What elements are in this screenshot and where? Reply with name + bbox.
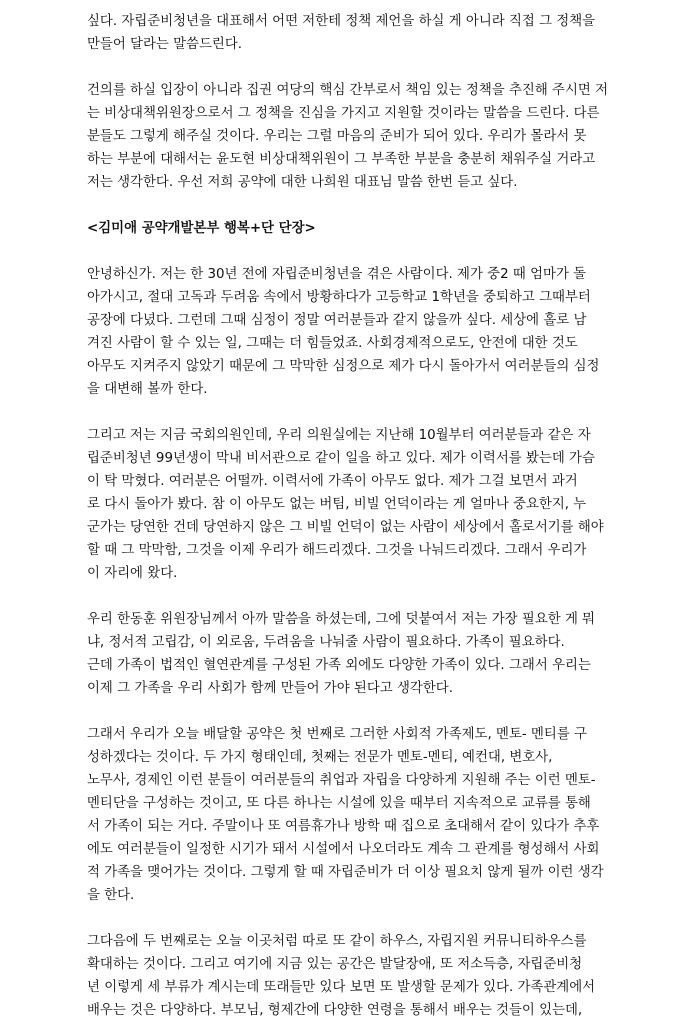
text-line: 군가는 당연한 건데 당연하지 않은 그 비빌 언덕이 없는 사람이 세상에서 홀로서기를 해야: [87, 520, 604, 535]
text-line: 년 이렇게 세 부류가 계시는데 또래들만 있다 보면 또 발생할 문제가 있다. 가족관계에서: [87, 980, 596, 995]
document-page: [87, 0, 607, 1022]
text-line: 할 때 그 막막함, 그것을 이제 우리가 해드리겠다. 그것을 나눠드리겠다. 그래서 우리가: [87, 543, 587, 558]
text-line: 이 탁 막혔다. 여러분은 어떨까. 이력서에 가족이 아무도 없다. 제가 그걸 보면서 과거: [87, 474, 578, 489]
text-line: 아무도 지켜주지 않았기 때문에 그 막막한 심정으로 제가 다시 돌아가서 여러분들의 심정: [87, 359, 600, 374]
body-paragraph-5: [87, 930, 607, 1022]
text-line: 저는 생각한다. 우선 저희 공약에 대한 나희원 대표님 말씀 한번 듣고 싶다.: [87, 175, 518, 190]
text-line: 그다음에 두 번째로는 오늘 이곳처럼 따로 또 같이 하우스, 자립지원 커뮤니티하우스를: [87, 934, 587, 949]
text-line: 을 한다.: [87, 888, 135, 903]
text-line: 에도 여러분들이 일정한 시기가 돼서 시설에서 나오더라도 계속 그 관계를 형성해서 사회: [87, 842, 600, 857]
text-line: 성하겠다는 것이다. 두 가지 형태인데, 첫째는 전문가 멘토-멘티, 예컨대, 변호사,: [87, 750, 553, 765]
text-line: 하는 부분에 대해서는 윤도현 비상대책위원이 그 부족한 부분을 충분히 채워주실 거라고: [87, 152, 596, 167]
body-paragraph-3: [87, 608, 607, 700]
text-line: 로 다시 돌아가 봤다. 참 이 아무도 없는 버팀, 비빌 언덕이라는 게 얼마나 중요한지, 누: [87, 497, 587, 512]
text-line: 근데 가족이 법적인 혈연관계를 구성된 가족 외에도 다양한 가족이 있다. 그래서 우리는: [87, 658, 591, 673]
text-line: 안녕하신가. 저는 한 30년 전에 자립준비청년을 겪은 사람이다. 제가 중2 때 엄마가 돌: [87, 267, 587, 282]
text-line: 확대하는 것이다. 그리고 여기에 지금 있는 공간은 발달장애, 또 저소득층, 자립준비청: [87, 957, 583, 972]
text-line: 아가시고, 절대 고독과 두려움 속에서 방황하다가 고등학교 1학년을 중퇴하고 그때부터: [87, 290, 591, 305]
text-line: 싶다. 자립준비청년을 대표해서 어떤 저한테 정책 제언을 하실 게 아니라 직접 그 정책을: [87, 14, 596, 29]
text-line: 이제 그 가족을 우리 사회가 함께 만들어 가야 된다고 생각한다.: [87, 681, 453, 696]
text-line: 만들어 달라는 말씀드린다.: [87, 37, 243, 52]
section-heading: [87, 217, 607, 240]
body-paragraph-2: [87, 424, 607, 585]
heading-text: <김미애 공약개발본부 행복+단 단장>: [87, 221, 316, 236]
intro-paragraph-2: [87, 79, 607, 194]
body-paragraph-1: [87, 263, 607, 401]
text-line: 노무사, 경제인 이런 분들이 여러분들의 취업과 자립을 다양하게 지원해 주는 이런 멘토-: [87, 773, 596, 788]
text-line: 공장에 다녔다. 그런데 그때 심정이 정말 여러분들과 같지 않을까 싶다. 세상에 홀로 남: [87, 313, 587, 328]
text-line: 겨진 사람이 할 수 있는 일, 그때는 더 힘들었죠. 사회경제적으로도, 안전에 대한 것도: [87, 336, 578, 351]
text-line: 우리 한동훈 위원장님께서 아까 말씀을 하셨는데, 그에 덧붙여서 저는 가장 필요한 게 뭐: [87, 612, 596, 627]
text-line: 그래서 우리가 오늘 배달할 공약은 첫 번째로 그러한 사회적 가족제도, 멘토- 멘티를 구: [87, 727, 587, 742]
text-line: 적 가족을 맺어가는 것이다. 그렇게 할 때 자립준비가 더 이상 필요치 않게 될까 이런 생각: [87, 865, 604, 880]
text-line: 서 가족이 되는 거다. 주말이나 또 여름휴가나 방학 때 집으로 초대해서 같이 있다가 추후: [87, 819, 600, 834]
text-line: 을 대변해 볼까 한다.: [87, 382, 208, 397]
text-line: 그리고 저는 지금 국회의원인데, 우리 의원실에는 지난해 10월부터 여러분들과 같은 자: [87, 428, 591, 443]
text-line: 배우는 것은 다양하다. 부모님, 형제간에 다양한 연령을 통해서 배우는 것들이 있는데,: [87, 1003, 583, 1018]
intro-paragraph-1: [87, 10, 607, 56]
text-line: 냐, 정서적 고립감, 이 외로움, 두려움을 나눠줄 사람이 필요하다. 가족이 필요하다.: [87, 635, 565, 650]
body-paragraph-4: [87, 723, 607, 907]
text-line: 는 비상대책위원장으로서 그 정책을 진심을 가지고 지원할 것이라는 말씀을 드린다. 다른: [87, 106, 600, 121]
text-line: 건의를 하실 입장이 아니라 집권 여당의 핵심 간부로서 책임 있는 정책을 추진해 주시면 저: [87, 83, 609, 98]
text-line: 멘티단을 구성하는 것이고, 또 다른 하나는 시설에 있을 때부터 지속적으로 교류를 통해: [87, 796, 591, 811]
text-line: 이 자리에 왔다.: [87, 566, 178, 581]
text-line: 립준비청년 99년생이 막내 비서관으로 같이 일을 하고 있다. 제가 이력서를 봤는데 가슴: [87, 451, 595, 466]
text-line: 분들도 그렇게 해주실 것이다. 우리는 그럴 마음의 준비가 되어 있다. 우리가 몰라서 못: [87, 129, 587, 144]
